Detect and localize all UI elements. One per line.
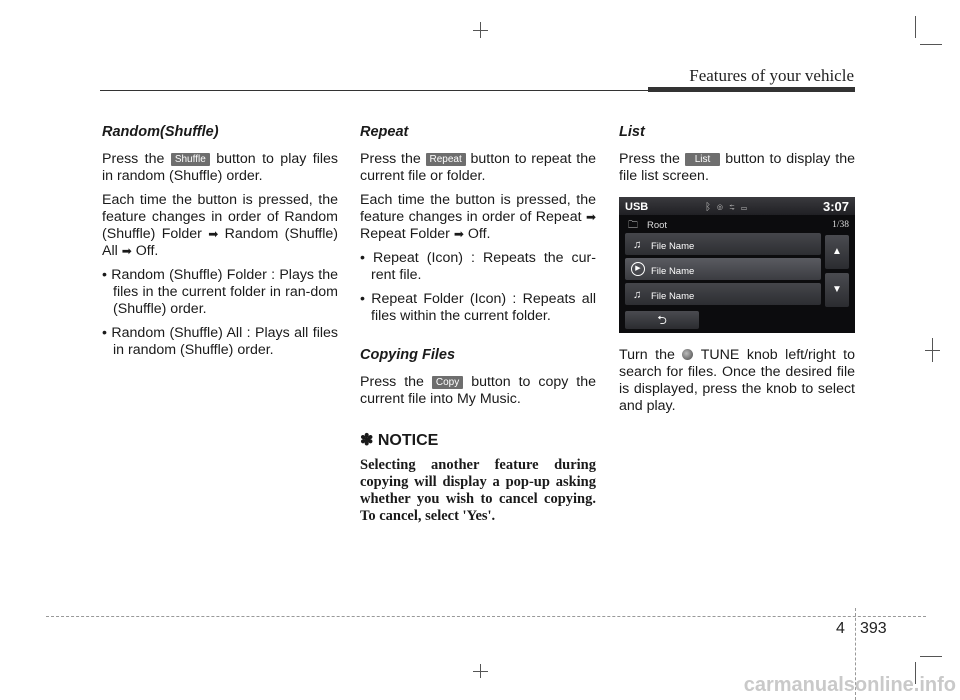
text: Turn the: [619, 347, 675, 363]
crop-mark: [473, 30, 488, 31]
watermark: carmanualsonline.info: [743, 674, 956, 696]
bluetooth-icon: ᛒ: [705, 202, 717, 213]
crop-mark: [473, 671, 488, 672]
folder-icon: 🗀: [628, 220, 638, 231]
disc-icon: ◎: [717, 202, 729, 213]
copy-button: Copy: [432, 376, 463, 389]
repeat-button: Repeat: [426, 153, 466, 166]
text: TUNE knob left/right to search for files. Once the desired file is displayed, press the knob to select and play.: [619, 347, 855, 414]
source-label: USB: [625, 201, 649, 213]
footer-rule: [46, 616, 926, 617]
crop-mark: [925, 350, 940, 351]
music-note-icon: ♫: [633, 289, 642, 301]
text: Each time the button is pressed, the feature changes in order of Repeat: [360, 192, 596, 225]
arrow-right-icon: ➡: [453, 227, 464, 241]
text: button to display the file list screen.: [619, 151, 855, 184]
crop-mark: [920, 656, 942, 657]
file-row-selected[interactable]: [625, 258, 821, 280]
paragraph: [360, 192, 596, 243]
list-item: • Repeat (Icon) : Repeats the cur-rent file.: [360, 250, 596, 283]
page-header-title: Features of your vehicle: [689, 66, 854, 85]
clock: 3:07: [822, 199, 849, 214]
notice-body: Selecting another feature during copying will display a pop-up asking whether you wish to cancel copying. To cancel, select 'Yes'.: [360, 457, 596, 524]
column-list: [619, 124, 855, 422]
file-row[interactable]: [625, 283, 821, 305]
text: Press the: [360, 374, 424, 390]
text: Off.: [135, 243, 159, 259]
text: Random (Shuffle) All : Plays all files in random (Shuffle) order.: [111, 325, 338, 358]
header-rule-accent: [648, 87, 855, 92]
text: Repeat (Icon) : Repeats the cur-rent file.: [371, 250, 596, 283]
list-item: • Random (Shuffle) All : Plays all files in random (Shuffle) order.: [102, 325, 338, 358]
header-rule: [100, 90, 648, 91]
battery-icon: ▭: [741, 202, 753, 213]
arrow-right-icon: ➡: [585, 210, 596, 224]
text: Each time the button is pressed, the feature changes in order of Random (Shuffle) Folder: [102, 192, 338, 242]
text: Random (Shuffle) All: [102, 226, 338, 259]
arrow-right-icon: ➡: [121, 244, 132, 258]
crop-mark: [915, 16, 916, 38]
text: Press the: [619, 151, 680, 167]
text: Repeat Folder (Icon) : Repeats all files within the current folder.: [371, 291, 596, 324]
section-heading-repeat: Repeat: [360, 124, 409, 140]
file-name: File Name: [651, 266, 695, 277]
column-repeat: [360, 124, 596, 525]
folder-name: Root: [647, 220, 668, 231]
page-number: 393: [860, 620, 887, 637]
play-icon: ▶: [631, 262, 645, 276]
paragraph: [619, 151, 855, 185]
text: Off.: [467, 226, 491, 242]
text: button to repeat the current file or folder.: [360, 151, 596, 184]
section-heading-copying: Copying Files: [360, 347, 456, 363]
list-item: • Random (Shuffle) Folder : Plays the files in the current folder in ran-dom (Shuffle) order.: [102, 267, 338, 317]
text: button to play files in random (Shuffle) order.: [102, 151, 338, 184]
section-heading-random: Random(Shuffle): [102, 124, 219, 140]
file-count: 1/38: [832, 220, 849, 230]
notice-title: ✽ NOTICE: [360, 432, 439, 449]
status-icons: [705, 199, 753, 216]
back-button[interactable]: ⮌: [625, 311, 699, 329]
section-heading-list: List: [619, 124, 645, 140]
column-random: [102, 124, 338, 366]
text: button to copy the current file into My Music.: [360, 374, 596, 407]
scroll-up-button[interactable]: ▲: [825, 235, 849, 269]
text: Press the: [360, 151, 421, 167]
paragraph: [619, 347, 855, 415]
shuffle-button: Shuffle: [171, 153, 210, 166]
list-item: • Repeat Folder (Icon) : Repeats all files within the current folder.: [360, 291, 596, 324]
paragraph: [360, 151, 596, 185]
text: Random (Shuffle) Folder : Plays the files in the current folder in ran-dom (Shuffle) order.: [111, 267, 338, 317]
tune-knob-icon: [682, 349, 693, 360]
file-row[interactable]: [625, 233, 821, 255]
usb-icon: ⇆: [729, 202, 741, 213]
file-name: File Name: [651, 241, 695, 252]
scroll-down-button[interactable]: ▼: [825, 273, 849, 307]
crop-mark: [920, 44, 942, 45]
paragraph: [360, 374, 596, 408]
list-button: List: [685, 153, 721, 166]
text: Press the: [102, 151, 165, 167]
chapter-number: 4: [836, 620, 845, 637]
folder-path: [625, 216, 849, 231]
paragraph: [102, 151, 338, 185]
music-note-icon: ♫: [633, 239, 642, 251]
file-name: File Name: [651, 291, 695, 302]
file-list-screen: [619, 197, 855, 333]
arrow-right-icon: ➡: [208, 227, 219, 241]
text: Repeat Folder: [360, 226, 450, 242]
paragraph: [102, 192, 338, 260]
